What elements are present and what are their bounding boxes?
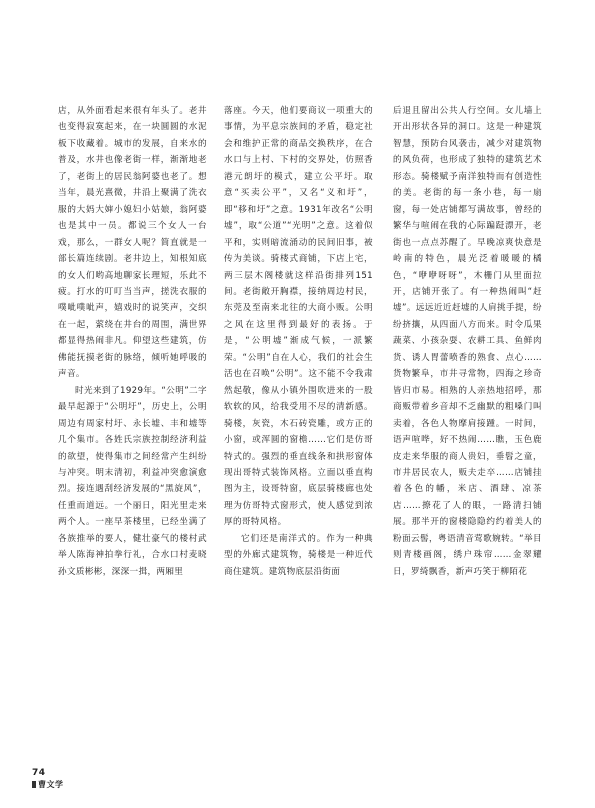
text-column-1: [58, 103, 207, 580]
text-column-2: [224, 103, 373, 580]
publication-name: 曹文学: [38, 780, 64, 789]
page-footer: [32, 768, 64, 789]
paragraph: 落座。今天，他们要商议一项重大的事情，为平息宗族间的矛盾，稳定社会和维护正常的商品交换秩序，在合水口与上村、下村的交界处，仿照香港元朗圩的模式，建立公平圩。取意“买卖公平”，又名“义和圩”，即“移和圩”之意。1931年改名“公明墟”，取“公道”“光明”之意。这着似平和，实则暗流涌动的民间旧事，被传为美谈。骑楼式商铺，下店上宅，两三层木阁楼就这样沿街排列151间。老街敞开胸襟，接纳周边村民，东莞及至南来北往的大商小贩。公明之风在这里得到最好的表扬。于是，“公明墟”渐成气候，一派繁荣。“公明”自在人心，我们的社会生活也在召唤“公明”。这不能不令我肃然起敬，像从小镇外围吹进来的一股软软的风，给我受用不尽的清新感。骑楼，灰瓷，木石砖瓷雕，或方正的小窗，或浑圆的窗檐……它们是仿哥特式的。强烈的垂直线条和拱形窗体现出哥特式装饰风格。立面以垂直构图为主，设哥特窗，底层骑楼廊也处理为仿哥特式窗形式，使人感觉到浓厚的哥特风格。: [224, 106, 373, 528]
publication-logo: [32, 779, 72, 791]
paragraph: 时光来到了1929年。“公明”二字最早起源于“公明圩”，历史上，公明周边有周家村圩、永长墟、丰和墟等几个集市。各姓氏宗族控制经济利益的欲望，使得集市之间经常产生纠纷与冲突。明末清初，利益冲突愈演愈烈。接连遇刮经济发展的“黑旋风”，任重而道远。一个丽日，阳光里走来两个人。一座早茶楼里，已经坐满了各族推举的要人，健壮豪气的楼村武举人陈海神拍拳行礼，合水口村麦晓孙文质彬彬，深深一揖，两厢里: [58, 385, 207, 577]
paragraph: 后退且留出公共人行空间。女儿墙上开出形状各异的洞口。这是一种建筑智慧，预防台风袭击，减少对建筑物的风负荷，也形成了独特的建筑艺术形态。骑楼赋予南洋独特而有创造性的美。老街的每一条小巷，每一扇窗，每一处店铺都写满故事，曾经的繁华与喧闹在我的心际蹁跹漂开，老街也一点点苏醒了。早晚凉爽快意是岭南的特色，晨光泛着暖暖的橘色，“咿咿呀呀”，木栅门从里面拉开，店铺开张了。有一种热闹叫“赶墟”。远远近近赶墟的人肩挑手提，纷纷挤攘，从四面八方而来。时令瓜果蔬菜、小孩杂耍、农耕工具、鱼鲜肉货、诱人胃蕾喷香的熟食、点心……货物繁阜，市井寻常物，四海之珍奇皆归市易。相熟的人亲热地招呼，那商贩带着乡音却不乏幽默的粗嗓门叫卖着，各色人物摩肩接踵。一时间，语声喧哗，好不热闹……瞧，玉色鹿皮走来华服的商人贵妇，垂髫之童，市井居民农人，贩夫走卒……店铺挂着各色的幡，米店、酒肆、凉茶店……撩花了人的眼，一路清扫铺展。那半开的窗楼隐隐约约着美人的粉面云髻，粤语清音莺歌婉转。“举目则青楼画阁，绣户珠帘……金翠耀日，罗绮飘香，新声巧笑于柳陌花: [393, 106, 542, 577]
logo-mark-icon: [32, 781, 36, 788]
paragraph: 它们还是南洋式的。作为一种典型的外廊式建筑物，骑楼是一种近代商住建筑。建筑物底层沿街面: [224, 533, 373, 577]
paragraph: 店，从外面看起来很有年头了。老井也变得寂寞起来，在一块圆圆的水泥板下收藏着。城市的发展，自来水的普及，水井也像老街一样，渐渐地老了，老街上的居民翁阿婆也老了。想当年，晨光熹微，井沿上聚满了洗衣服的大妈大婶小媳妇小姑娘，翁阿婆也是其中一员。都说三个女人一台戏，那么，一群女人呢？简直就是一部长篇连续剧。老井边上，知根知底的女人们哟高地聊家长理短，乐此不疲。打水的叮叮当当声，搓洗衣服的噗呲噗呲声，嬉戏时的说笑声，交织在一起，萦绕在井台的周围，满世界都显得热闹非凡。仰望这些建筑，仿佛能抚摸老街的脉络，倾听她呼吸的声音。: [58, 106, 207, 380]
page-number: 74: [32, 768, 46, 778]
text-column-3: [393, 103, 542, 580]
